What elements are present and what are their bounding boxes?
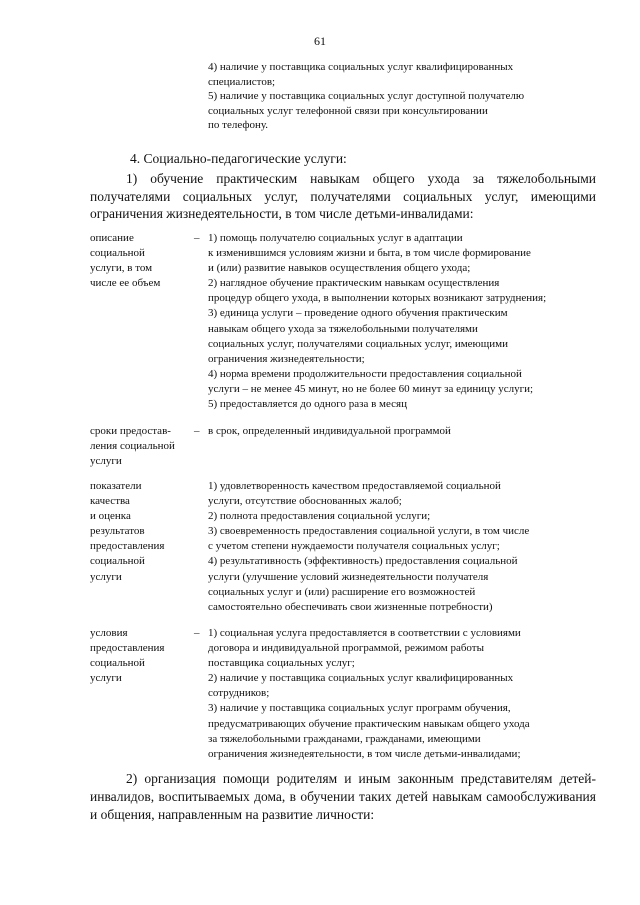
label-line: условия xyxy=(90,627,128,639)
label-line: услуги xyxy=(90,455,122,468)
label-line: числе ее объем xyxy=(90,277,161,290)
row-content xyxy=(208,424,600,439)
row-label xyxy=(90,231,188,291)
top-list-line: 5) наличие у поставщика социальных услуг доступной получателю xyxy=(208,90,525,103)
label-line: социальной xyxy=(90,555,145,568)
row-dash: – xyxy=(194,232,200,244)
content-line: договора и индивидуальной программой, режимом работы xyxy=(208,642,484,655)
outro-paragraph: 2) организация помощи родителям и иным законным представителям детей-инвалидов, воспитываемых дома, в обучении таких детей навыкам самообслуживания и общения, направленным на развитие личности: xyxy=(90,771,596,822)
content-line: социальных услуг, получателями социальных услуг, имеющими xyxy=(208,337,508,350)
row-dash: – xyxy=(194,425,200,437)
row-label xyxy=(90,479,188,585)
content-line: навыкам общего ухода за тяжелобольными получателями xyxy=(208,322,478,335)
content-line: услуги (улучшение условий жизнедеятельности получателя xyxy=(208,570,489,583)
content-line: социальных услуг и (или) расширение его возможностей xyxy=(208,585,476,598)
label-line: и оценка xyxy=(90,510,131,523)
content-line: 2) полнота предоставления социальной услуги; xyxy=(208,510,431,523)
content-line: 4) результативность (эффективность) предоставления социальной xyxy=(208,555,518,568)
label-line: услуги xyxy=(90,570,122,583)
label-line: предоставления xyxy=(90,540,165,553)
label-line: показатели xyxy=(90,480,142,492)
row-label xyxy=(90,626,188,686)
content-line: к изменившимся условиям жизни и быта, в том числе формирование xyxy=(208,247,531,260)
content-line: 2) наличие у поставщика социальных услуг квалифицированных xyxy=(208,672,514,685)
label-line: социальной xyxy=(90,247,145,260)
content-line: ограничения жизнедеятельности, в том числе детьми-инвалидами; xyxy=(208,747,521,760)
content-line: с учетом степени нуждаемости получателя социальных услуг; xyxy=(208,540,500,553)
label-line: услуги xyxy=(90,672,122,685)
page-number: 61 xyxy=(314,34,326,48)
content-line: 1) помощь получателю социальных услуг в адаптации xyxy=(208,232,463,244)
content-line: 2) наглядное обучение практическим навыкам осуществления xyxy=(208,277,500,290)
row-content xyxy=(208,231,600,412)
row-content xyxy=(208,626,600,762)
row-content xyxy=(208,479,600,615)
content-line: и (или) развитие навыков осуществления общего ухода; xyxy=(208,262,471,275)
content-line: 1) удовлетворенность качеством предоставляемой социальной xyxy=(208,480,501,492)
content-line: за тяжелобольными гражданами, гражданами, имеющими xyxy=(208,732,481,745)
content-line: ограничения жизнедеятельности; xyxy=(208,352,365,365)
top-list-line: специалистов; xyxy=(208,75,276,88)
top-list xyxy=(208,60,598,133)
content-line: предусматривающих обучение практическим навыкам общего ухода xyxy=(208,717,530,730)
label-line: описание xyxy=(90,232,134,244)
content-line: 1) социальная услуга предоставляется в соответствии с условиями xyxy=(208,627,521,639)
row-dash: – xyxy=(194,627,200,639)
top-list-line: социальных услуг телефонной связи при консультировании xyxy=(208,104,488,117)
top-list-line: 4) наличие у поставщика социальных услуг квалифицированных xyxy=(208,61,514,73)
label-line: качества xyxy=(90,495,130,508)
content-line: сотрудников; xyxy=(208,687,270,700)
label-line: предоставления xyxy=(90,642,165,655)
top-list-line: по телефону. xyxy=(208,119,268,132)
label-line: ления социальной xyxy=(90,440,175,453)
content-line: самостоятельно обеспечивать свои жизненные потребности) xyxy=(208,600,493,613)
label-line: социальной xyxy=(90,657,145,670)
section-title: 4. Социально-педагогические услуги: xyxy=(130,151,347,166)
content-line: услуги – не менее 45 минут, но не более 60 минут за единицу услуги; xyxy=(208,382,534,395)
label-line: услуги, в том xyxy=(90,262,153,275)
content-line: 3) единица услуги – проведение одного обучения практическим xyxy=(208,307,508,320)
content-line: в срок, определенный индивидуальной программой xyxy=(208,425,451,437)
content-line: услуги, отсутствие обоснованных жалоб; xyxy=(208,495,402,508)
content-line: процедур общего ухода, в выполнении которых возникают затруднения; xyxy=(208,292,547,305)
content-line: поставщика социальных услуг; xyxy=(208,657,355,670)
label-line: результатов xyxy=(90,525,145,538)
content-line: 5) предоставляется до одного раза в месяц xyxy=(208,398,407,411)
intro-paragraph: 1) обучение практическим навыкам общего ухода за тяжелобольными получателями социальных услуг, получателями социальных услуг, имеющими ограничения жизнедеятельности, в том числе детьми-инвалидами: xyxy=(90,171,596,221)
label-line: сроки предостав- xyxy=(90,425,171,437)
content-line: 4) норма времени продолжительности предоставления социальной xyxy=(208,367,522,380)
content-line: 3) своевременность предоставления социальной услуги, в том числе xyxy=(208,525,530,538)
content-line: 3) наличие у поставщика социальных услуг программ обучения, xyxy=(208,702,511,715)
row-label xyxy=(90,424,188,469)
